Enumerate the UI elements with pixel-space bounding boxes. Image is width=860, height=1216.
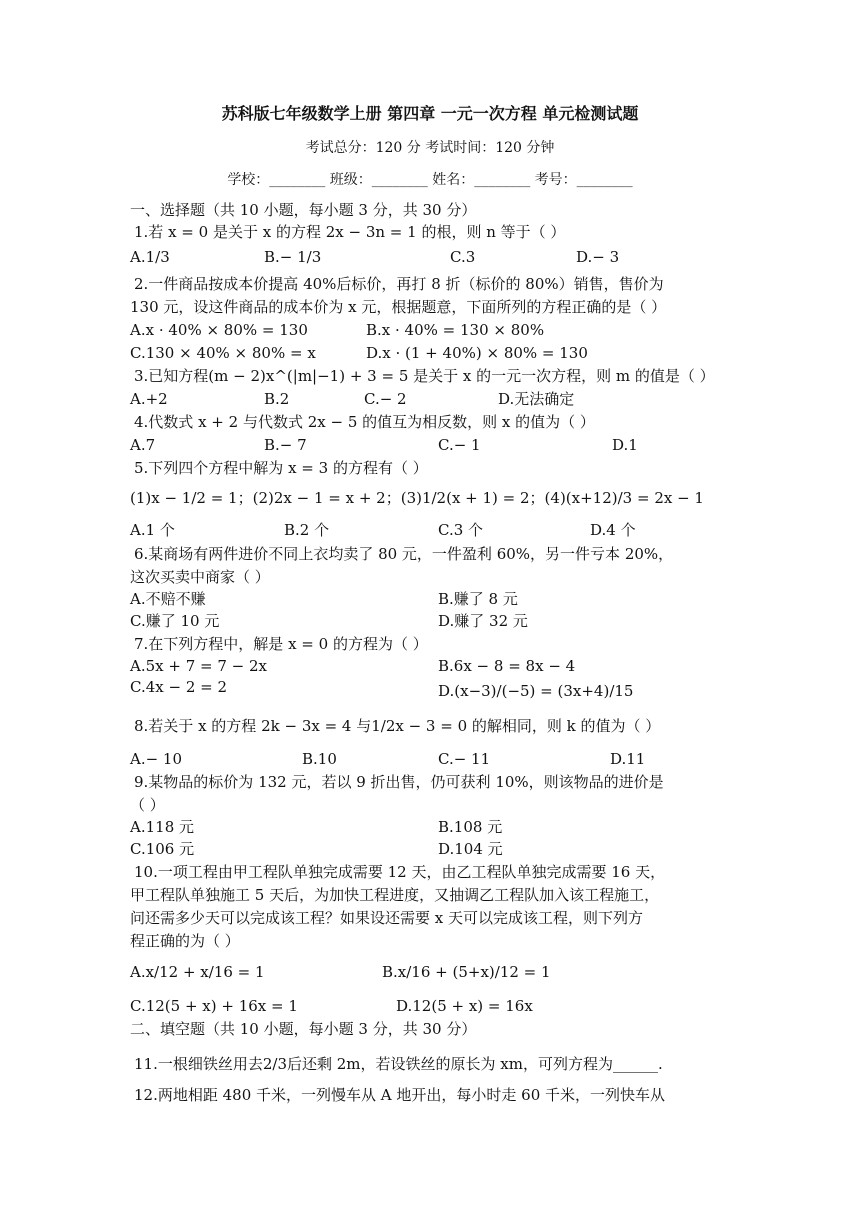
q6-stem-1: 6.某商场有两件进价不同上衣均卖了 80 元，一件盈利 60%，另一件亏本 20%， xyxy=(134,545,674,563)
q2-option-b: B.x · 40% = 130 × 80% xyxy=(366,321,545,339)
q5-option-c: C.3 个 xyxy=(438,521,484,539)
q5-equations: (1)x − 1/2 = 1；(2)2x − 1 = x + 2；(3)1/2(x + 1) = 2；(4)(x+12)/3 = 2x − 1 xyxy=(130,489,704,507)
q10-option-b: B.x/16 + (5+x)/12 = 1 xyxy=(382,963,551,981)
q8-option-c: C.− 11 xyxy=(438,750,491,768)
q6-option-c: C.赚了 10 元 xyxy=(130,612,220,630)
q10-stem-1: 10.一项工程由甲工程队单独完成需要 12 天，由乙工程队单独完成需要 16 天， xyxy=(134,863,666,881)
student-info: 学校：________ 班级：________ 姓名：________ 考号：________ xyxy=(227,172,633,188)
q9-option-c: C.106 元 xyxy=(130,840,195,858)
q4-option-c: C.− 1 xyxy=(438,436,481,454)
q2-stem-2: 130 元，设这件商品的成本价为 x 元，根据题意，下面所列的方程正确的是（ ） xyxy=(130,298,667,316)
q7-stem: 7.在下列方程中，解是 x = 0 的方程为（ ） xyxy=(134,635,428,653)
q9-option-a: A.118 元 xyxy=(130,818,194,836)
q10-option-c: C.12(5 + x) + 16x = 1 xyxy=(130,997,298,1015)
q7-option-c: C.4x − 2 = 2 xyxy=(130,678,228,696)
q2-stem-1: 2.一件商品按成本价提高 40%后标价，再打 8 折（标价的 80%）销售，售价为 xyxy=(134,275,664,293)
q5-option-d: D.4 个 xyxy=(590,521,636,539)
q1-option-d: D.− 3 xyxy=(576,248,620,266)
q2-option-d: D.x · (1 + 40%) × 80% = 130 xyxy=(366,344,588,362)
q6-option-d: D.赚了 32 元 xyxy=(438,612,528,630)
q7-option-b: B.6x − 8 = 8x − 4 xyxy=(438,657,576,675)
section2-heading: 二、填空题（共 10 小题，每小题 3 分，共 30 分） xyxy=(130,1020,477,1038)
q11-stem: 11.一根细铁丝用去2/3后还剩 2m，若设铁丝的原长为 xm，可列方程为______. xyxy=(134,1055,663,1073)
q10-option-d: D.12(5 + x) = 16x xyxy=(396,997,533,1015)
q3-option-b: B.2 xyxy=(264,390,290,408)
q4-option-b: B.− 7 xyxy=(264,436,307,454)
q8-option-a: A.− 10 xyxy=(130,750,183,768)
q10-stem-3: 问还需多少天可以完成该工程？如果设还需要 x 天可以完成该工程，则下列方 xyxy=(130,909,643,927)
q4-stem: 4.代数式 x + 2 与代数式 2x − 5 的值互为相反数，则 x 的值为（ ） xyxy=(134,413,595,431)
q9-option-b: B.108 元 xyxy=(438,818,503,836)
q7-option-a: A.5x + 7 = 7 − 2x xyxy=(130,657,268,675)
q4-option-a: A.7 xyxy=(130,436,156,454)
section1-heading: 一、选择题（共 10 小题，每小题 3 分，共 30 分） xyxy=(130,201,477,219)
q6-option-b: B.赚了 8 元 xyxy=(438,590,518,608)
q10-stem-4: 程正确的为（ ） xyxy=(130,932,240,950)
q1-option-b: B.− 1/3 xyxy=(264,248,322,266)
q3-option-d: D.无法确定 xyxy=(498,390,575,408)
q9-stem-2: （ ） xyxy=(130,796,165,814)
exam-info: 考试总分：120 分 考试时间：120 分钟 xyxy=(305,140,555,156)
page-title: 苏科版七年级数学上册 第四章 一元一次方程 单元检测试题 xyxy=(221,104,639,123)
q12-stem: 12.两地相距 480 千米，一列慢车从 A 地开出，每小时走 60 千米，一列快车从 xyxy=(134,1086,666,1104)
q10-option-a: A.x/12 + x/16 = 1 xyxy=(130,963,265,981)
q2-option-a: A.x · 40% × 80% = 130 xyxy=(130,321,308,339)
q3-option-a: A.+2 xyxy=(130,390,168,408)
q2-option-c: C.130 × 40% × 80% = x xyxy=(130,344,316,362)
q5-stem: 5.下列四个方程中解为 x = 3 的方程有（ ） xyxy=(134,459,428,477)
q8-stem: 8.若关于 x 的方程 2k − 3x = 4 与1/2x − 3 = 0 的解相同，则 k 的值为（ ） xyxy=(134,717,661,735)
q5-option-b: B.2 个 xyxy=(284,521,330,539)
q9-option-d: D.104 元 xyxy=(438,840,503,858)
q6-option-a: A.不赔不赚 xyxy=(130,590,206,608)
q3-option-c: C.− 2 xyxy=(364,390,407,408)
q1-option-c: C.3 xyxy=(450,248,476,266)
q6-stem-2: 这次买卖中商家（ ） xyxy=(130,568,270,586)
q4-option-d: D.1 xyxy=(612,436,638,454)
q9-stem-1: 9.某物品的标价为 132 元，若以 9 折出售，仍可获利 10%，则该物品的进价是 xyxy=(134,773,664,791)
q5-option-a: A.1 个 xyxy=(130,521,175,539)
q1-option-a: A.1/3 xyxy=(130,248,170,266)
q7-option-d: D.(x−3)/(−5) = (3x+4)/15 xyxy=(438,682,634,700)
q10-stem-2: 甲工程队单独施工 5 天后，为加快工程进度，又抽调乙工程队加入该工程施工， xyxy=(130,886,660,904)
q8-option-d: D.11 xyxy=(610,750,646,768)
q8-option-b: B.10 xyxy=(302,750,337,768)
q1-stem: 1.若 x = 0 是关于 x 的方程 2x − 3n = 1 的根，则 n 等于（ ） xyxy=(134,223,566,241)
q3-stem: 3.已知方程(m − 2)x^(|m|−1) + 3 = 5 是关于 x 的一元一次方程，则 m 的值是（ ） xyxy=(134,367,715,385)
